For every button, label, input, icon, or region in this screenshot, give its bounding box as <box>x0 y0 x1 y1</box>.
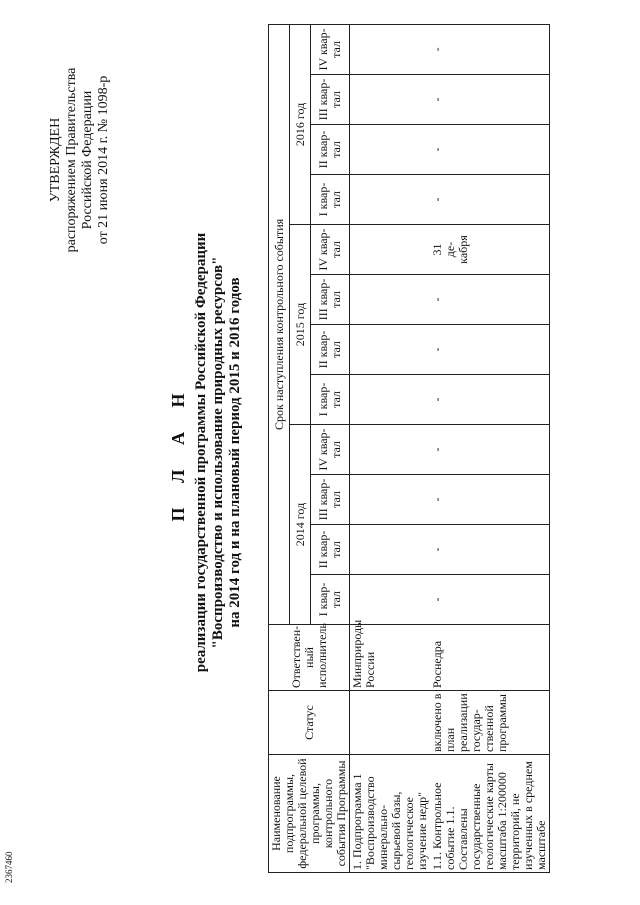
approved-label: УТВЕРЖДЕН <box>48 117 63 203</box>
row-cell: - <box>430 325 550 375</box>
row-cell: - <box>430 475 550 525</box>
header-quarter: II квар-тал <box>311 125 350 175</box>
row-cell: - <box>430 24 550 74</box>
approval-stamp <box>48 30 112 290</box>
header-quarter: II квар-тал <box>311 525 350 575</box>
header-quarter: III квар-тал <box>311 475 350 525</box>
header-quarter: I квар-тал <box>311 175 350 225</box>
header-year-2014: 2014 год <box>290 425 311 625</box>
row-cell <box>350 325 431 375</box>
header-status: Статус <box>269 691 350 755</box>
row-cell <box>350 225 431 275</box>
row-executor: Минприроды России <box>350 625 431 691</box>
table-row <box>430 24 550 872</box>
header-quarter: I квар-тал <box>311 375 350 425</box>
approved-line-2: Российской Федерации <box>80 90 95 230</box>
subtitle-line-3: на 2014 год и на плановый период 2015 и 2016 годов <box>227 277 243 628</box>
row-cell <box>350 275 431 325</box>
header-quarter: III квар-тал <box>311 75 350 125</box>
row-cell: - <box>430 575 550 625</box>
row-cell <box>350 125 431 175</box>
row-name: 1.1. Контрольное событие 1.1. Составлены государственные геологические карты масштаба 1:200000 территорий, не изученных в среднем масштабе <box>430 755 550 873</box>
header-year-2015: 2015 год <box>290 225 311 425</box>
header-executor: Ответствен-ный исполнитель <box>269 625 350 691</box>
row-cell <box>350 75 431 125</box>
row-cell: - <box>430 425 550 475</box>
plan-heading: П Л А Н <box>168 383 188 522</box>
row-cell <box>350 425 431 475</box>
header-quarter: I квар-тал <box>311 575 350 625</box>
document-number: 2367460 <box>4 851 14 883</box>
approved-line-1: распоряжением Правительства <box>64 67 79 253</box>
subtitle-line-2: "Воспроизводство и использование природных ресурсов" <box>210 256 226 649</box>
table-row <box>350 24 431 872</box>
row-cell: - <box>430 275 550 325</box>
header-quarter: II квар-тал <box>311 325 350 375</box>
row-cell <box>350 175 431 225</box>
row-name: 1. Подпрограмма 1 "Воспроизводство минерально-сырьевой базы, геологическое изучение недр" <box>350 755 431 873</box>
plan-table <box>268 24 550 873</box>
row-cell: - <box>430 75 550 125</box>
header-quarter: IV квар-тал <box>311 225 350 275</box>
header-quarter: III квар-тал <box>311 275 350 325</box>
row-cell <box>350 575 431 625</box>
row-status: включено в план реализации государ-ственной программы <box>430 691 550 755</box>
subtitle-line-1: реализации государственной программы Российской Федерации <box>193 232 209 673</box>
header-name: Наименование подпрограммы, федеральной целевой программы, контрольного события Программы <box>269 755 350 873</box>
row-cell: 31 де- кабря <box>430 225 550 275</box>
header-year-2016: 2016 год <box>290 24 311 224</box>
row-cell <box>350 475 431 525</box>
header-term: Срок наступления контрольного события <box>269 24 290 624</box>
row-cell <box>350 375 431 425</box>
row-cell <box>350 525 431 575</box>
header-quarter: IV квар-тал <box>311 425 350 475</box>
row-cell <box>350 24 431 74</box>
row-cell: - <box>430 125 550 175</box>
approved-line-3: от 21 июня 2014 г. № 1098-р <box>96 75 111 245</box>
header-quarter: IV квар-тал <box>311 24 350 74</box>
row-cell: - <box>430 525 550 575</box>
row-executor: Роснедра <box>430 625 550 691</box>
plan-subtitle <box>193 150 244 755</box>
row-cell: - <box>430 175 550 225</box>
row-status <box>350 691 431 755</box>
row-cell: - <box>430 375 550 425</box>
